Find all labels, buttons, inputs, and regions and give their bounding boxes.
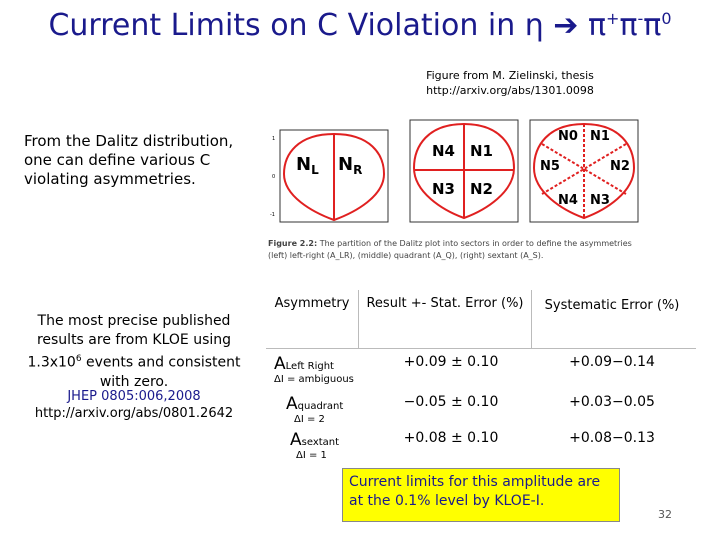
label-nl: $N_L$ <box>296 154 319 177</box>
systematic-value: +0.09−0.14 <box>569 354 655 370</box>
label-n2: N2 <box>470 180 493 198</box>
journal-ref: JHEP 0805:006,2008 <box>67 389 201 404</box>
label-n5: N5 <box>540 159 560 174</box>
result-value: +0.09 ± 0.10 <box>403 354 499 370</box>
figure-credit <box>400 68 620 98</box>
label-n4: N4 <box>432 142 455 160</box>
svg-text:-1: -1 <box>270 212 275 218</box>
result-value: +0.08 ± 0.10 <box>403 430 499 446</box>
systematic-value: +0.08−0.13 <box>569 430 655 446</box>
label-n0: N0 <box>558 129 578 144</box>
table-row: Asextant ΔI = 1 <box>290 430 340 461</box>
table-divider <box>358 290 359 348</box>
table-row: Aquadrant ΔI = 2 <box>286 394 344 425</box>
arxiv-link[interactable]: http://arxiv.org/abs/0801.2642 <box>34 406 234 421</box>
pi-zero: $\pi^0$ <box>643 8 672 43</box>
credit-url: http://arxiv.org/abs/1301.0098 <box>426 84 594 97</box>
systematic-value: +0.03−0.05 <box>569 394 655 410</box>
pi-plus: π+ <box>587 8 620 43</box>
conclusion-box: Current limits for this amplitude are at the 0.1% level by KLOE-I. <box>342 468 620 522</box>
dalitz-description: From the Dalitz distribution, one can define various C violating asymmetries. <box>24 132 234 188</box>
figure-caption: Figure 2.2: The partition of the Dalitz plot into sectors in order to define the asymmetries (left) left-right (A_LR), (middle) quadrant (A_Q), (right) sextant (A_S). <box>268 239 632 260</box>
svg-text:1: 1 <box>272 136 276 142</box>
table-divider <box>266 348 696 349</box>
label-n2-sextant: N2 <box>610 159 630 174</box>
asymmetry-table <box>266 290 696 461</box>
table-divider <box>531 290 532 348</box>
label-n1: N1 <box>470 142 493 160</box>
label-nr: $N_R$ <box>338 154 363 177</box>
slide-title <box>0 8 720 43</box>
reference <box>18 388 250 422</box>
result-value: −0.05 ± 0.10 <box>403 394 499 410</box>
page-number: 32 <box>658 508 672 521</box>
pi-minus: π- <box>619 8 644 43</box>
label-n4-sextant: N4 <box>558 193 578 208</box>
plot-sextant <box>530 120 638 222</box>
header-asymmetry: Asymmetry <box>274 296 350 311</box>
header-systematic: Systematic Error (%) <box>544 298 680 313</box>
header-result: Result +- Stat. Error (%) <box>366 296 524 311</box>
kloe-summary: The most precise published results are from KLOE using $1.3x10^6$ events and consistent with zero. <box>27 313 241 390</box>
plot-left-right <box>270 130 388 222</box>
svg-text:0: 0 <box>272 174 276 180</box>
label-n3-sextant: N3 <box>590 193 610 208</box>
label-n3: N3 <box>432 180 455 198</box>
table-row: ALeft Right ΔI = ambiguous <box>274 354 354 385</box>
credit-line: Figure from M. Zielinski, thesis <box>426 69 594 82</box>
plot-quadrant <box>410 120 518 222</box>
arrow-icon: ➔ <box>553 8 579 43</box>
label-n1-sextant: N1 <box>590 129 610 144</box>
title-prefix: Current Limits on C Violation in η <box>48 8 554 43</box>
